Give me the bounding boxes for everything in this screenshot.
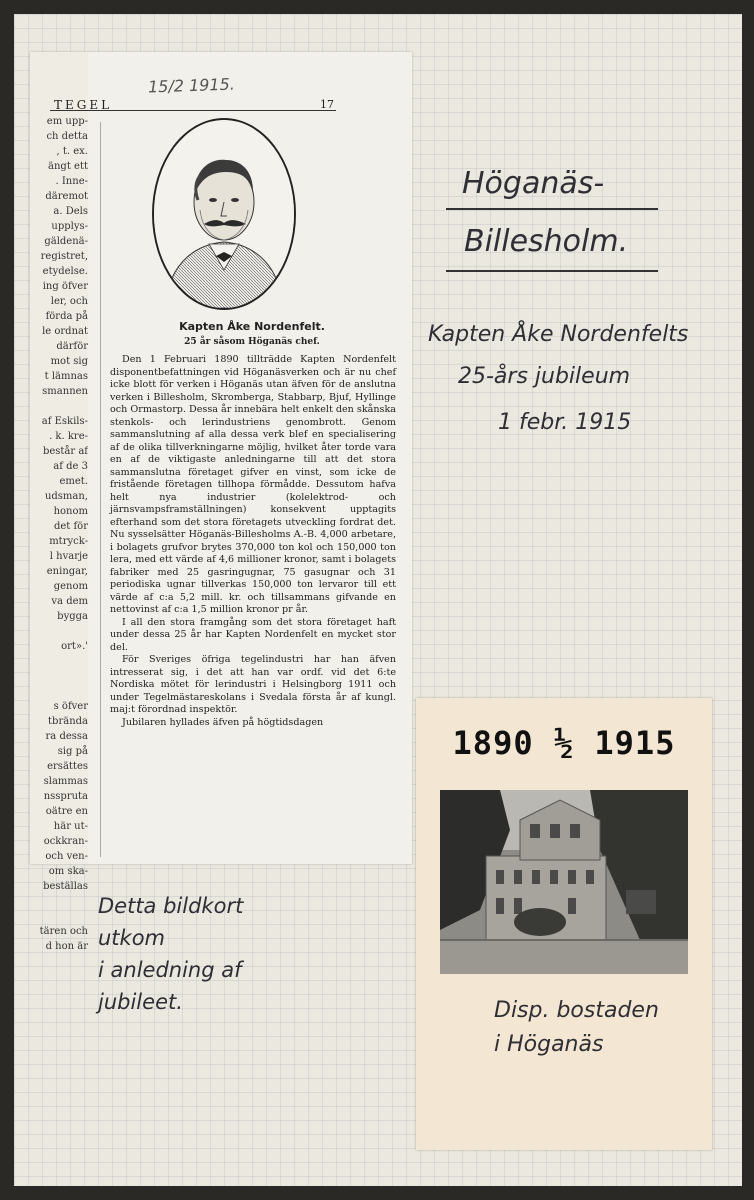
left-column-text bbox=[30, 114, 88, 954]
left-column-line: etydelse. bbox=[42, 266, 88, 277]
photo-postcard bbox=[416, 698, 712, 1150]
house-photograph bbox=[440, 790, 688, 974]
left-column-line: bygga bbox=[57, 611, 88, 622]
article-body bbox=[110, 354, 396, 729]
left-column-line bbox=[30, 684, 88, 699]
scrapbook-page bbox=[14, 14, 742, 1186]
handwritten-note-line2: utkom bbox=[98, 926, 166, 950]
article-paragraph: Jubilaren hyllades äfven på högtidsdagen bbox=[122, 716, 324, 728]
man-portrait-icon bbox=[154, 120, 294, 308]
left-column-line bbox=[30, 654, 88, 669]
title-underline-2 bbox=[446, 270, 658, 272]
left-column-line: le ordnat bbox=[42, 326, 88, 337]
left-column-line: förda på bbox=[45, 311, 88, 322]
left-column-line: beställas bbox=[43, 881, 88, 892]
postcard-title: 1890 ½ 1915 bbox=[452, 724, 676, 762]
left-column-line: mtryck- bbox=[49, 536, 88, 547]
left-column-line: l hvarje bbox=[49, 551, 88, 562]
left-column-line: a. Dels bbox=[53, 206, 88, 217]
left-column-line bbox=[30, 909, 88, 924]
handwritten-subtitle-line3: 1 febr. 1915 bbox=[498, 410, 632, 435]
left-column-line: ra dessa bbox=[45, 731, 88, 742]
left-column-line: om ska- bbox=[48, 866, 88, 877]
left-column-line: därför bbox=[56, 341, 88, 352]
left-column-line bbox=[30, 399, 88, 414]
left-column-line: består af bbox=[42, 446, 88, 457]
left-column-line: sig på bbox=[57, 746, 88, 757]
left-column-line: oätre en bbox=[45, 806, 88, 817]
left-column-line: däremot bbox=[45, 191, 88, 202]
article-paragraph: Den 1 Februari 1890 tillträdde Kapten Nordenfelt disponentbefattningen vid Höganäsverken och är nu chef icke blott för verken i Höganäs utan äfven för de anslutna verken i Billesholm, Skromberga, Stabbarp, Bjuf, Hyllinge och Ormastorp. Dessa år innebära helt enkelt den skånska stenkols- och lerindustriens genombrott. Genom sammanslutning af alla dessa verk blef en specialisering af de olika tillverkningarne möjlig, hvilket åter torde vara en af de viktigaste anledningarne till att det stora sammanslutna företaget gifver en vinst, som icke de fristående företagen tillhopa förmådde. Dessutom hafva helt nya industrier (kolelektrod- och järnsvampsframställningen) konsekvent upptagits efterhand som det stora företagets utveckling fordrat det. Nu sysselsätter Höganäs-Billesholms A.-B. 4,000 arbetare, i bolagets grufvor brytes 370,000 ton kol och 150,000 ton lera, med ett värde af 4,6 millioner kronor, samt i bolagets fabriker med 25 gasringugnar, 75 gasugnar och 31 periodiska ugnar tillverkas 150,000 ton lervaror till ett värde af c:a 5,2 mill. kr. och tillsammans gifvande en nettovinst af c:a 1,5 million kronor pr år. bbox=[110, 354, 396, 615]
left-column-line: af Eskils- bbox=[41, 416, 88, 427]
left-column-line: här ut- bbox=[53, 821, 88, 832]
left-column-line: tbrända bbox=[48, 716, 88, 727]
left-column-line: eningar, bbox=[46, 566, 88, 577]
handwritten-note-line4: jubileet. bbox=[98, 990, 183, 1014]
left-column-line: tären och bbox=[39, 926, 88, 937]
left-column-line: ort».' bbox=[61, 641, 88, 652]
left-column-line: , t. ex. bbox=[56, 146, 88, 157]
left-column-line: slammas bbox=[43, 776, 88, 787]
left-column-line bbox=[30, 669, 88, 684]
portrait-caption-subtitle: 25 år såsom Höganäs chef. bbox=[184, 337, 320, 347]
handwritten-title-line1: Höganäs- bbox=[462, 166, 605, 201]
left-column-line: gäldenä- bbox=[44, 236, 88, 247]
left-column-line: mot sig bbox=[50, 356, 88, 367]
left-column-line: och ven- bbox=[45, 851, 88, 862]
left-column-line: ch detta bbox=[46, 131, 88, 142]
title-underline-1 bbox=[446, 208, 658, 210]
left-column-line: em upp- bbox=[46, 116, 88, 127]
left-column-line: genom bbox=[53, 581, 88, 592]
left-column-line: va dem bbox=[51, 596, 88, 607]
handwritten-note-line1: Detta bildkort bbox=[98, 894, 244, 918]
left-column-line: ing öfver bbox=[42, 281, 88, 292]
postcard-caption-line1: Disp. bostaden bbox=[494, 998, 659, 1023]
left-column-line: ockkran- bbox=[43, 836, 88, 847]
handwritten-note-line3: i anledning af bbox=[98, 958, 242, 982]
left-column-line: ersättes bbox=[47, 761, 88, 772]
handwritten-date: 15/2 1915. bbox=[147, 74, 236, 97]
left-column-line: det för bbox=[53, 521, 88, 532]
house-photo-icon bbox=[440, 790, 688, 974]
handwritten-subtitle-line1: Kapten Åke Nordenfelts bbox=[428, 322, 689, 347]
left-column-line bbox=[30, 894, 88, 909]
left-column-line: ler, och bbox=[50, 296, 88, 307]
left-column-line: nsspruta bbox=[43, 791, 88, 802]
handwritten-subtitle-line2: 25-års jubileum bbox=[458, 364, 631, 389]
handwritten-title-line2: Billesholm. bbox=[464, 224, 629, 259]
left-column-line: t lämnas bbox=[44, 371, 88, 382]
left-column-line: ängt ett bbox=[48, 161, 88, 172]
article-paragraph: I all den stora framgång som det stora företaget haft under dessa 25 år har Kapten Nordenfelt en mycket stor del. bbox=[110, 616, 396, 653]
magazine-name: TEGEL bbox=[54, 98, 113, 112]
left-column-line: honom bbox=[53, 506, 88, 517]
left-column-line: emet. bbox=[59, 476, 88, 487]
left-column-line: d hon är bbox=[45, 941, 88, 952]
column-divider bbox=[100, 122, 101, 857]
left-column-line: . Inne- bbox=[55, 176, 88, 187]
left-column-line: . k. kre- bbox=[49, 431, 88, 442]
article-paragraph: För Sveriges öfriga tegelindustri har han äfven intresserat sig, i det att han var ordf. vid det 6:te Nordiska mötet för lerindustri i Helsingborg 1911 och under Tegelmästareskolans i Svedala första år af kungl. maj:t förordnad inspektör. bbox=[110, 654, 396, 715]
left-column-line: upplys- bbox=[51, 221, 88, 232]
left-column-line: udsman, bbox=[44, 491, 88, 502]
left-column-line bbox=[30, 624, 88, 639]
page-number: 17 bbox=[320, 98, 334, 111]
postcard-caption-line2: i Höganäs bbox=[494, 1032, 604, 1057]
left-column-line: s öfver bbox=[53, 701, 88, 712]
left-column-line: smannen bbox=[42, 386, 88, 397]
left-column-line: registret, bbox=[40, 251, 88, 262]
portrait-caption-title: Kapten Åke Nordenfelt. bbox=[179, 320, 325, 333]
left-column-line: af de 3 bbox=[53, 461, 88, 472]
portrait-engraving bbox=[152, 118, 296, 310]
